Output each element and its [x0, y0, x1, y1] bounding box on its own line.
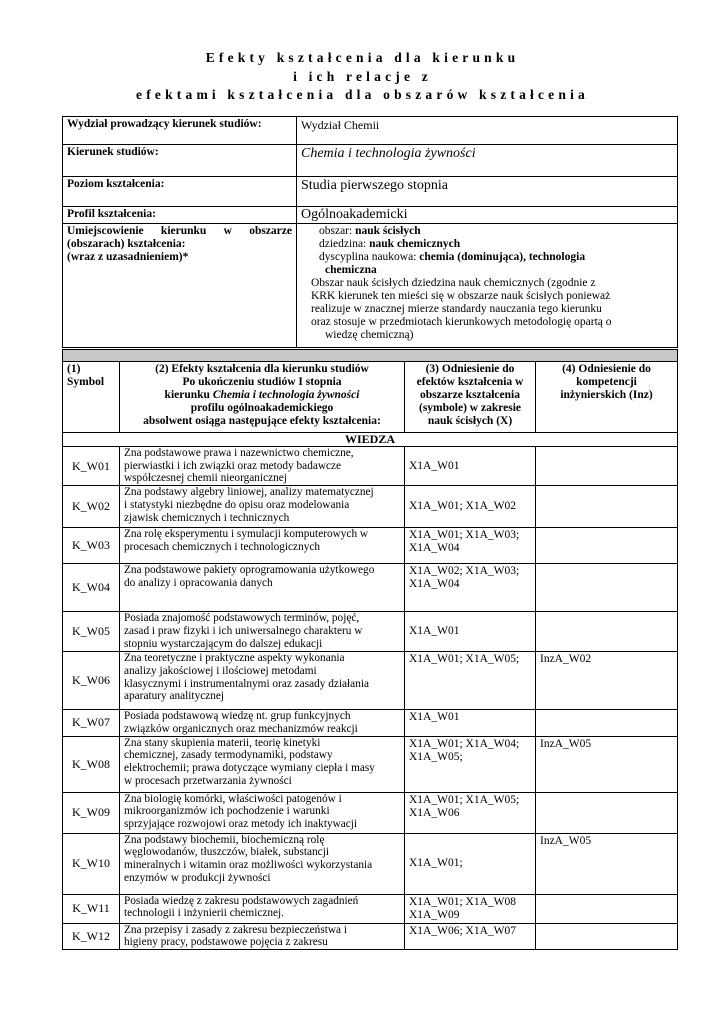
engineering-competence-reference [536, 710, 678, 736]
header-symbol [63, 362, 120, 433]
area-outcome-reference [405, 652, 536, 710]
area-outcome-reference [405, 923, 536, 949]
outcome-description [120, 736, 405, 792]
outcome-description-line: Zna podstawy biochemii, biochemiczną rolę [124, 833, 325, 846]
outcome-symbol: K_W08 [63, 736, 120, 792]
justification-line: Obszar nauk ścisłych dziedzina nauk chemicznych (zgodnie z [311, 277, 596, 289]
table-row [63, 710, 678, 736]
area-outcome-reference [405, 447, 536, 486]
header-symbol-num: (1) [67, 363, 81, 375]
location-label-line-3: (wraz z uzasadnieniem)* [67, 251, 189, 263]
engineering-competence-reference [536, 792, 678, 833]
engineering-competence-reference [536, 528, 678, 564]
outcome-description [120, 710, 405, 736]
header-row [63, 362, 678, 433]
area-outcome-reference [405, 528, 536, 564]
table-row [63, 923, 678, 949]
area-outcome-reference [405, 564, 536, 612]
outcome-description-line: sprzyjające rozwojowi oraz metody ich inaktywacji [124, 817, 358, 830]
header-area-ref-line: efektów kształcenia w [416, 376, 524, 388]
info-row-field [63, 145, 678, 177]
header-engineering-ref-line: kompetencji [576, 376, 637, 388]
learning-outcomes-table [62, 349, 678, 950]
discipline-prefix: dyscyplina naukowa: [319, 251, 420, 263]
area-outcome-reference-line: X1A_W02; X1A_W03; [409, 565, 520, 578]
outcome-description-line: technologii i inżynierii chemicznej. [124, 907, 284, 920]
info-row-level [63, 177, 678, 207]
header-symbol-name: Symbol [67, 376, 105, 388]
outcome-description [120, 833, 405, 894]
outcome-description-line: aparatury analitycznej [124, 690, 225, 703]
document-title-line-1: Efekty kształcenia dla kierunku [205, 50, 520, 65]
level-label: Poziom kształcenia: [63, 177, 297, 207]
area-outcome-reference-line: X1A_W01; X1A_W03; [409, 529, 520, 542]
table-row [63, 447, 678, 486]
engineering-competence-reference [536, 894, 678, 923]
outcome-description-line: Posiada znajomość podstawowych terminów, pojęć, [124, 612, 360, 625]
outcome-description-line: klasycznymi i instrumentalnymi oraz zasady działania [124, 677, 369, 690]
area-outcome-reference [405, 792, 536, 833]
outcome-description [120, 564, 405, 612]
profile-value: Ogólnoakademicki [297, 207, 678, 224]
header-area-ref-line: obszarze kształcenia [420, 389, 520, 401]
discipline-value: chemia (dominująca), technologia [419, 251, 586, 263]
domain-prefix: dziedzina: [319, 238, 370, 250]
engineering-competence-reference [536, 612, 678, 652]
outcome-description-line: Posiada podstawową wiedzę nt. grup funkcyjnych [124, 710, 351, 723]
outcome-description [120, 792, 405, 833]
outcome-description-line: Zna przepisy i zasady z zakresu bezpieczeństwa i [124, 923, 348, 936]
location-label-line-1: Umiejscowienie kierunku w obszarze [67, 225, 292, 237]
engineering-competence-reference: InzA_W05 [536, 736, 678, 792]
header-outcomes-line: profilu ogólnoakademickiego [190, 402, 334, 414]
area-outcome-reference-line: X1A_W01; X1A_W04; [409, 737, 520, 750]
outcome-description-line: pierwiastki i ich związki oraz metody badawcze [124, 459, 342, 472]
outcome-description [120, 894, 405, 923]
outcome-symbol: K_W12 [63, 923, 120, 949]
justification-line: realizuje w znacznej mierze standardy nauczania tego kierunku [311, 303, 602, 315]
profile-label: Profil kształcenia: [63, 207, 297, 224]
outcome-description-line: chemicznej, zasady termodynamiki, podstawy [124, 749, 333, 762]
outcome-description-line: mineralnych i witamin oraz możliwości wykorzystania [124, 858, 373, 871]
table-row [63, 652, 678, 710]
area-outcome-reference-line: X1A_W01 [409, 459, 460, 472]
outcome-description-line: związków organicznych oraz mechanizmów reakcji [124, 722, 358, 735]
table-row [63, 486, 678, 528]
outcome-description-line: w procesach przetwarzania żywności [124, 774, 292, 787]
header-engineering-ref-line: (4) Odniesienie do [562, 363, 651, 375]
outcome-symbol: K_W02 [63, 486, 120, 528]
header-outcomes-field: Chemia i technologia żywności [212, 389, 360, 401]
domain-line [311, 238, 673, 251]
discipline-line-cont [311, 264, 673, 277]
outcome-description [120, 923, 405, 949]
outcome-description-line: Zna podstawowe pakiety oprogramowania użytkowego [124, 564, 375, 577]
area-outcome-reference [405, 736, 536, 792]
outcome-description-line: mikroorganizmów ich pochodzenie i warunki [124, 805, 330, 818]
area-outcome-reference-line: X1A_W04 [409, 542, 460, 555]
location-value [297, 224, 678, 348]
outcome-symbol: K_W07 [63, 710, 120, 736]
separator-row [63, 350, 678, 362]
engineering-competence-reference [536, 564, 678, 612]
outcome-symbol: K_W10 [63, 833, 120, 894]
location-label-line-2: (obszarach) kształcenia: [67, 238, 186, 250]
area-outcome-reference [405, 612, 536, 652]
header-outcomes-prefix: kierunku [164, 389, 213, 401]
outcome-description-line: analizy jakościowej i ilościowej metodami [124, 664, 317, 677]
table-row [63, 564, 678, 612]
outcome-description-line: Zna podstawowe prawa i nazewnictwo chemiczne, [124, 447, 354, 459]
header-outcomes-line: absolwent osiąga następujące efekty kształcenia: [143, 415, 381, 427]
header-outcomes [120, 362, 405, 433]
program-info-table [62, 116, 678, 348]
engineering-competence-reference [536, 923, 678, 949]
area-outcome-reference-line: X1A_W01; [409, 857, 463, 870]
outcome-description-line: i statystyki niezbędne do opisu oraz modelowania [124, 498, 350, 511]
area-outcome-reference-line: X1A_W06 [409, 806, 460, 819]
engineering-competence-reference [536, 486, 678, 528]
justification-text [311, 277, 673, 342]
header-area-ref-line: nauk ścisłych (X) [427, 415, 513, 427]
document-title-line-3: efektami kształcenia dla obszarów kształcenia [136, 87, 589, 102]
outcome-symbol: K_W05 [63, 612, 120, 652]
outcome-description-line: Zna biologię komórki, właściwości patogenów i [124, 792, 342, 805]
header-area-ref-line: (symbole) w zakresie [419, 402, 521, 414]
area-outcome-reference-line: X1A_W05; [409, 750, 463, 763]
location-label [63, 224, 297, 348]
engineering-competence-reference: InzA_W02 [536, 652, 678, 710]
table-row [63, 792, 678, 833]
table-row [63, 833, 678, 894]
outcome-symbol: K_W06 [63, 652, 120, 710]
table-row [63, 612, 678, 652]
area-outcome-reference [405, 833, 536, 894]
section-row [63, 433, 678, 447]
outcome-description-line: Zna rolę eksperymentu i symulacji komputerowych w [124, 528, 369, 541]
header-area-ref-line: (3) Odniesienie do [425, 363, 515, 375]
outcome-description-line: Zna stany skupienia materii, teorię kinetyki [124, 736, 321, 749]
outcome-symbol: K_W11 [63, 894, 120, 923]
area-outcome-reference-line: X1A_W01; X1A_W05; [409, 653, 520, 666]
outcome-description [120, 528, 405, 564]
outcome-description-line: zjawisk chemicznych i technicznych [124, 511, 290, 524]
justification-line: KRK kierunek ten mieści się w obszarze nauk ścisłych ponieważ [311, 290, 611, 302]
faculty-label: Wydział prowadzący kierunek studiów: [63, 117, 297, 145]
area-outcome-reference-line: X1A_W04 [409, 578, 460, 591]
outcome-description [120, 612, 405, 652]
header-area-ref [405, 362, 536, 433]
area-line [311, 225, 673, 238]
outcome-description [120, 486, 405, 528]
header-engineering-ref [536, 362, 678, 433]
outcome-description-line: współczesnej chemii nieorganicznej [124, 472, 287, 485]
outcome-description-line: higieny pracy, podstawowe pojęcia z zakresu [124, 936, 328, 949]
info-row-faculty [63, 117, 678, 145]
separator-cell [63, 350, 678, 362]
table-row [63, 894, 678, 923]
header-outcomes-line: (2) Efekty kształcenia dla kierunku studiów [155, 363, 369, 375]
outcome-description [120, 652, 405, 710]
header-engineering-ref-line: inżynierskich (Inz) [560, 389, 653, 401]
engineering-competence-reference: InzA_W05 [536, 833, 678, 894]
outcome-symbol: K_W04 [63, 564, 120, 612]
area-outcome-reference [405, 894, 536, 923]
header-outcomes-line [124, 389, 400, 402]
justification-line: oraz stosuje w przedmiotach kierunkowych metodologię opartą o [311, 316, 612, 328]
header-outcomes-line: Po ukończeniu studiów I stopnia [182, 376, 342, 388]
level-value: Studia pierwszego stopnia [297, 177, 678, 207]
outcome-description-line: zasad i praw fizyki i ich uniwersalnego charakteru w [124, 624, 363, 637]
info-row-profile [63, 207, 678, 224]
outcome-description-line: procesach chemicznych i technologicznych [124, 540, 321, 553]
outcomes-rows [63, 447, 678, 950]
section-knowledge-heading: WIEDZA [63, 433, 678, 447]
justification-line: wiedzę chemiczną) [325, 329, 414, 341]
outcome-symbol: K_W09 [63, 792, 120, 833]
domain-value: nauk chemicznych [369, 238, 461, 250]
discipline-line [311, 251, 673, 264]
area-outcome-reference-line: X1A_W06; X1A_W07 [409, 924, 516, 937]
area-outcome-reference-line: X1A_W01; X1A_W08 [409, 895, 516, 908]
field-value: Chemia i technologia żywności [297, 145, 678, 177]
area-outcome-reference [405, 710, 536, 736]
outcome-description-line: do analizy i opracowania danych [124, 576, 273, 589]
info-row-location [63, 224, 678, 348]
engineering-competence-reference [536, 447, 678, 486]
outcome-symbol: K_W03 [63, 528, 120, 564]
outcome-description [120, 447, 405, 486]
area-value: nauk ścisłych [355, 225, 421, 237]
area-outcome-reference-line: X1A_W01 [409, 625, 460, 638]
document-title-line-2: i ich relacje z [293, 69, 432, 84]
area-prefix: obszar: [319, 225, 356, 237]
outcome-description-line: Zna teoretyczne i praktyczne aspekty wykonania [124, 652, 345, 665]
outcome-description-line: stopniu wystarczającym do dalszej edukacji [124, 637, 323, 650]
table-row [63, 528, 678, 564]
faculty-value: Wydział Chemii [297, 117, 678, 145]
discipline-value-cont: chemiczna [325, 264, 377, 276]
outcome-symbol: K_W01 [63, 447, 120, 486]
outcome-description-line: enzymów w produkcji żywności [124, 871, 271, 884]
area-outcome-reference [405, 486, 536, 528]
outcome-description-line: elektrochemii; prawa dotyczące wymiany ciepła i masy [124, 761, 375, 774]
area-outcome-reference-line: X1A_W01; X1A_W02 [409, 500, 516, 513]
outcome-description-line: węglowodanów, tłuszczów, białek, substancji [124, 846, 329, 859]
outcome-description-line: Zna podstawy algebry liniowej, analizy matematycznej [124, 486, 374, 499]
table-row [63, 736, 678, 792]
area-outcome-reference-line: X1A_W01; X1A_W05; [409, 793, 520, 806]
field-label: Kierunek studiów: [63, 145, 297, 177]
area-outcome-reference-line: X1A_W01 [409, 711, 460, 724]
area-outcome-reference-line: X1A_W09 [409, 908, 460, 921]
outcome-description-line: Posiada wiedzę z zakresu podstawowych zagadnień [124, 894, 359, 907]
